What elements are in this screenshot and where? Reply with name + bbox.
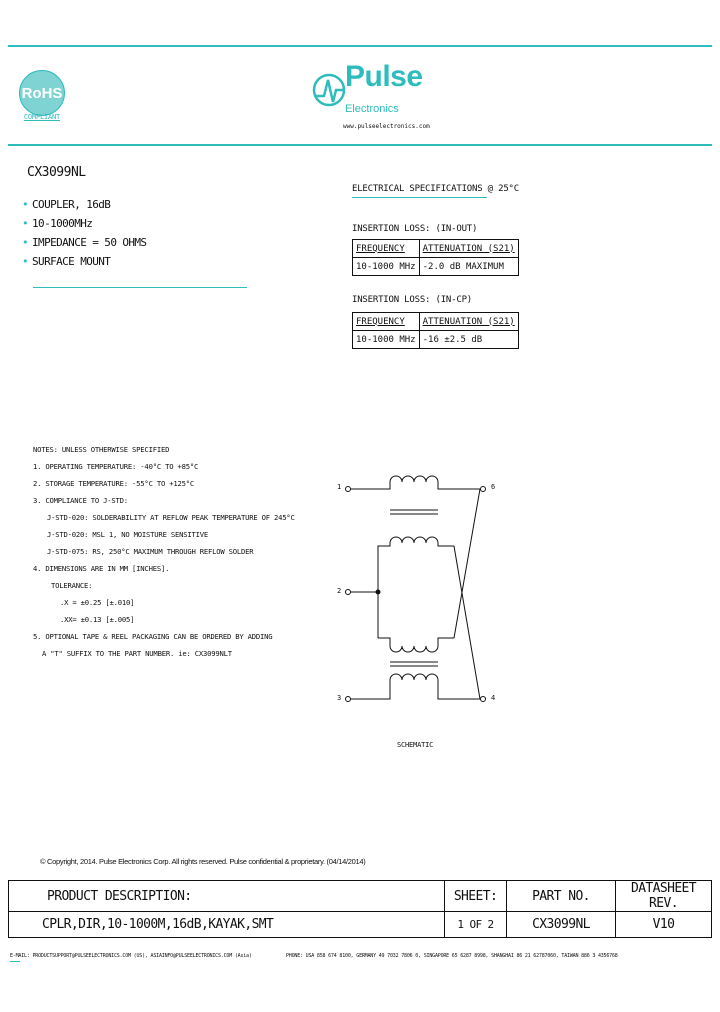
bullet-icon: • [22,255,29,268]
cross-wire [454,546,480,699]
insertion-loss-title: INSERTION LOSS: (IN-OUT) [352,224,478,234]
feature-item: • 10-1000MHz [22,217,93,230]
bullet-icon: • [22,198,29,211]
contact-email: E-MAIL: PRODUCTSUPPORT@PULSEELECTRONICS.COM (US), ASIAINFO@PULSEELECTRONICS.COM (Asia) [10,953,252,959]
notes-line: 3. COMPLIANCE TO J-STD: [33,496,128,505]
feature-item: • COUPLER, 16dB [22,198,111,211]
footer-header: PART NO. [507,881,616,912]
notes-line: TOLERANCE: [51,581,93,590]
footer-value: V10 [616,912,712,938]
notes-block [33,441,295,662]
pulse-logo-icon [312,70,348,110]
footer-value: CX3099NL [507,912,616,938]
cross-wire [454,489,480,638]
bullet-icon: • [22,236,29,249]
rohs-label: RoHS [21,84,63,102]
pin-label-4: 4 [491,694,496,702]
notes-line: 2. STORAGE TEMPERATURE: -55°C TO +125°C [33,479,194,488]
footer-value: CPLR,DIR,10-1000M,16dB,KAYAK,SMT [9,912,445,938]
table-cell: 10-1000 MHz [353,258,420,276]
coupler-schematic [330,470,510,720]
specs-title: ELECTRICAL SPECIFICATIONS @ 25°C [352,184,519,194]
table-cell: -2.0 dB MAXIMUM [419,258,518,276]
table-header: ATTENUATION (S21) [419,313,518,331]
table-header: FREQUENCY [353,313,420,331]
feature-item: • SURFACE MOUNT [22,255,111,268]
pin-terminal [346,487,351,492]
notes-line: NOTES: UNLESS OTHERWISE SPECIFIED [33,445,170,454]
brand-subtitle: Electronics [345,103,399,115]
contact-phone: PHONE: USA 858 674 8100, GERMANY 49 7032 7806 0, SINGAPORE 65 6287 8998, SHANGHAI 86 21 62787060, TAIWAN 886 3 4356768 [286,953,618,959]
schematic-label: SCHEMATIC [397,741,434,749]
coupling-loss-table [352,312,519,349]
rohs-compliant-label: COMPLIANT [23,113,61,121]
secondary-winding-top [378,537,454,550]
notes-line: .X = ±0.25 [±.010] [60,598,135,607]
feature-list [22,195,146,271]
footer-header: PRODUCT DESCRIPTION: [9,881,445,912]
part-title: CX3099NL [27,165,86,180]
bullet-icon: • [22,217,29,230]
table-header: FREQUENCY [353,240,420,258]
specs-title-underline [352,197,487,198]
pin-terminal [346,697,351,702]
pin-label-1: 1 [337,483,342,491]
notes-line: 1. OPERATING TEMPERATURE: -40°C TO +85°C [33,462,199,471]
notes-line: A "T" SUFFIX TO THE PART NUMBER. ie: CX3099NLT [42,649,232,658]
header-rule [8,144,712,146]
rohs-logo [19,70,65,116]
table-cell: 10-1000 MHz [353,331,420,349]
primary-winding-bottom [351,674,480,699]
table-cell: -16 ±2.5 dB [419,331,518,349]
pin-terminal [481,487,486,492]
notes-line: .XX= ±0.13 [±.005] [60,615,135,624]
insertion-loss-table [352,239,519,276]
notes-line: 5. OPTIONAL TAPE & REEL PACKAGING CAN BE ORDERED BY ADDING [33,632,273,641]
notes-line: J-STD-075: RS, 250°C MAXIMUM THROUGH REFLOW SOLDER [47,547,254,556]
feature-item: • IMPEDANCE = 50 OHMS [22,236,147,249]
contact-accent [10,961,20,962]
footer-header: SHEET: [445,881,507,912]
notes-line: 4. DIMENSIONS ARE IN MM [INCHES]. [33,564,170,573]
secondary-winding-bottom [378,638,454,652]
pin-terminal [346,590,351,595]
notes-line: J-STD-020: MSL 1, NO MOISTURE SENSITIVE [47,530,208,539]
copyright-text: © Copyright, 2014. Pulse Electronics Corp. All rights reserved. Pulse confidential & proprietary. (04/14/2014) [40,857,366,866]
footer-value: 1 OF 2 [445,912,507,938]
feature-divider [33,287,247,288]
primary-winding-top [351,476,480,489]
pin-label-3: 3 [337,694,342,702]
footer-table [8,880,712,938]
top-rule [8,45,712,47]
pin-label-2: 2 [337,587,342,595]
pin-label-6: 6 [491,483,496,491]
pin-terminal [481,697,486,702]
coupling-loss-title: INSERTION LOSS: (IN-CP) [352,295,473,305]
footer-header: DATASHEET REV. [616,881,712,912]
table-header: ATTENUATION (S21) [419,240,518,258]
notes-line: J-STD-020: SOLDERABILITY AT REFLOW PEAK TEMPERATURE OF 245°C [47,513,295,522]
brand-name: Pulse [345,60,423,93]
brand-url: www.pulseelectronics.com [343,123,430,130]
